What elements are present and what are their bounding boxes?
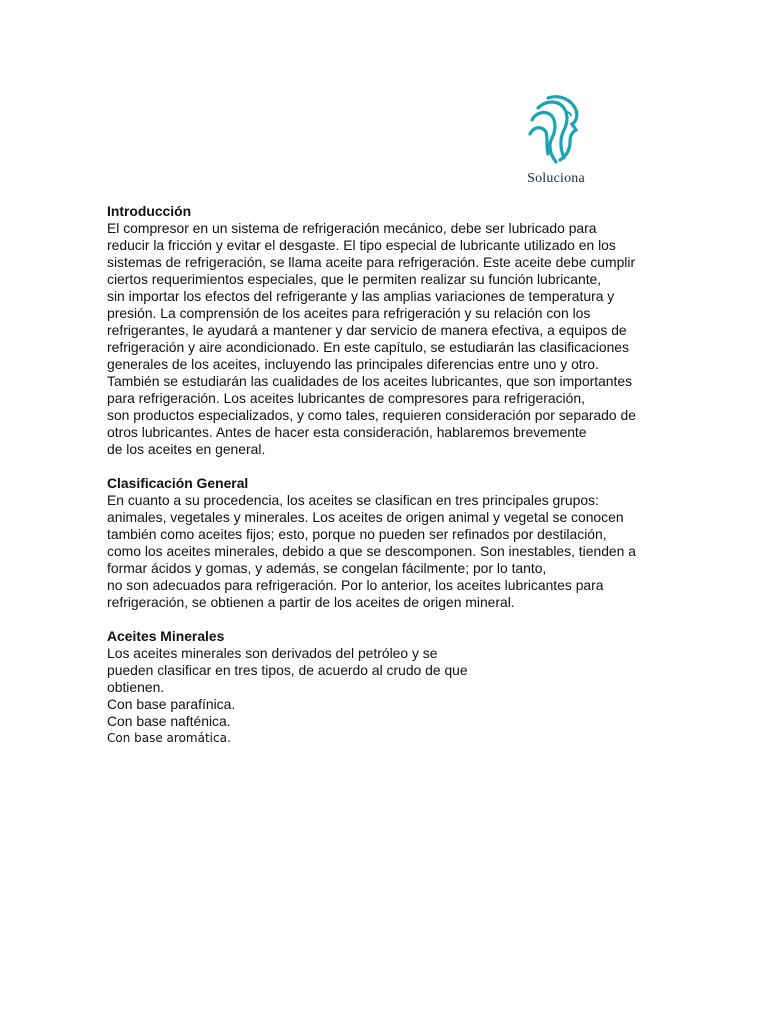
list-item: Con base nafténica. [107,713,231,729]
paragraph-line: animales, vegetales y minerales. Los aceites de origen animal y vegetal se conocen [107,509,624,525]
paragraph-line: pueden clasificar en tres tipos, de acuerdo al crudo de que [107,662,468,678]
section-aceites-minerales [107,628,667,747]
paragraph-line: para refrigeración. Los aceites lubricantes de compresores para refrigeración, [107,390,585,406]
paragraph-line: refrigeración, se obtienen a partir de los aceites de origen mineral. [107,594,515,610]
paragraph-line: refrigeración y aire acondicionado. En este capítulo, se estudiarán las clasificaciones [107,339,629,355]
logo-wordmark: Soluciona [527,171,585,186]
paragraph-line: sin importar los efectos del refrigerante y las amplias variaciones de temperatura y [107,288,615,304]
paragraph-line: sistemas de refrigeración, se llama aceite para refrigeración. Este aceite debe cumplir [107,254,636,270]
paragraph-line: son productos especializados, y como tales, requieren consideración por separado de [107,407,636,423]
section-heading: Introducción [107,203,192,219]
paragraph-line: no son adecuados para refrigeración. Por lo anterior, los aceites lubricantes para [107,577,604,593]
paragraph-line: reducir la fricción y evitar el desgaste. El tipo especial de lubricante utilizado en los [107,237,616,253]
paragraph-line: En cuanto a su procedencia, los aceites se clasifican en tres principales grupos: [107,492,599,508]
list-item: Con base parafínica. [107,696,236,712]
paragraph-line: ciertos requerimientos especiales, que le permiten realizar su función lubricante, [107,271,602,287]
paragraph-line: El compresor en un sistema de refrigeración mecánico, debe ser lubricado para [107,220,597,236]
paragraph-line: generales de los aceites, incluyendo las principales diferencias entre uno y otro. [107,356,599,372]
section-clasificacion-general [107,475,667,611]
paragraph-line: otros lubricantes. Antes de hacer esta consideración, hablaremos brevemente [107,424,587,440]
lion-head-icon [526,92,582,164]
paragraph-line: también como aceites fijos; esto, porque no pueden ser refinados por destilación, [107,526,607,542]
paragraph-line: de los aceites en general. [107,441,266,457]
section-heading: Aceites Minerales [107,628,225,644]
paragraph-line: También se estudiarán las cualidades de los aceites lubricantes, que son importantes [107,373,633,389]
document-body [107,203,667,764]
paragraph-line: presión. La comprensión de los aceites para refrigeración y su relación con los [107,305,591,321]
section-introduccion [107,203,667,458]
section-heading: Clasificación General [107,475,249,491]
paragraph-line: obtienen. [107,679,165,695]
paragraph-line: Los aceites minerales son derivados del petróleo y se [107,645,438,661]
list-item: Con base aromática. [107,731,231,745]
soluciona-logo [518,92,594,192]
paragraph-line: como los aceites minerales, debido a que se descomponen. Son inestables, tienden a [107,543,636,559]
paragraph-line: refrigerantes, le ayudará a mantener y dar servicio de manera efectiva, a equipos de [107,322,627,338]
paragraph-line: formar ácidos y gomas, y además, se congelan fácilmente; por lo tanto, [107,560,547,576]
